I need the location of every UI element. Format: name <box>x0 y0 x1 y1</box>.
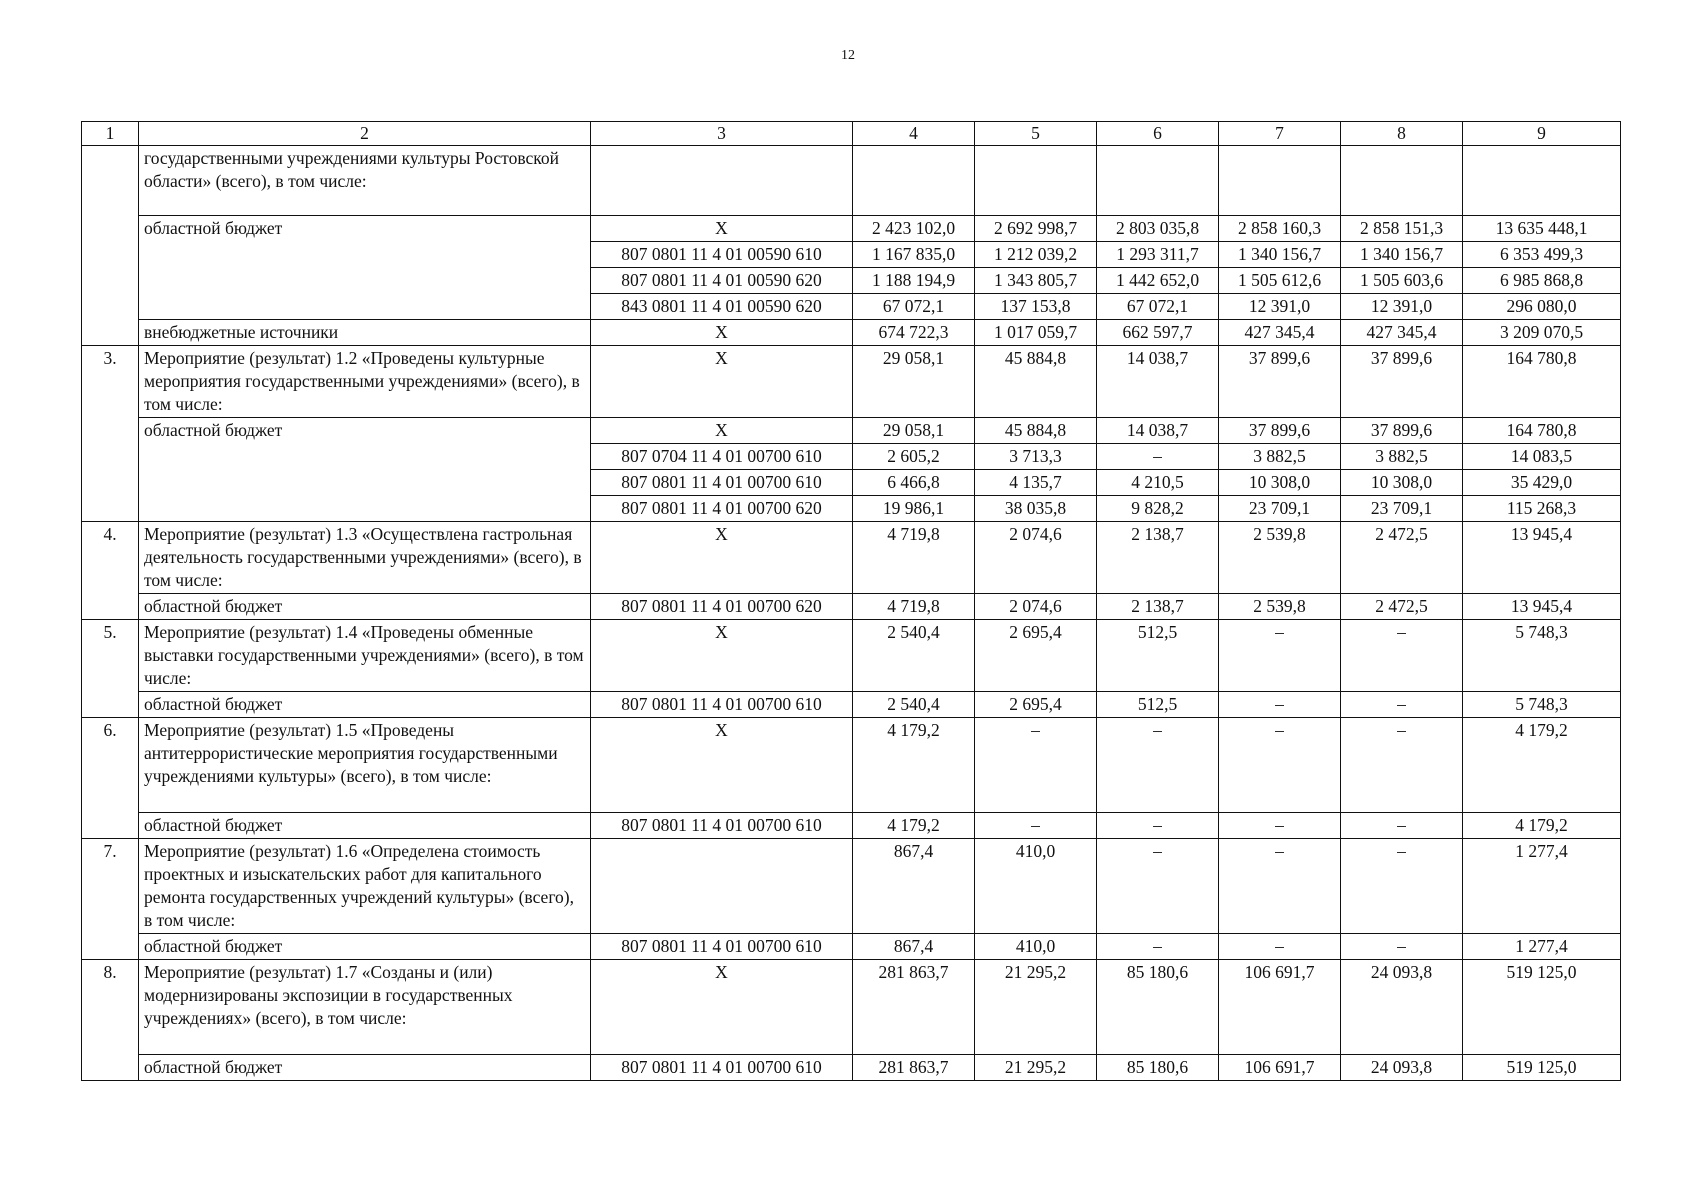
value-cell: 2 138,7 <box>1097 522 1219 594</box>
value-cell: 10 308,0 <box>1341 470 1463 496</box>
value-cell: – <box>1219 813 1341 839</box>
value-cell: 2 692 998,7 <box>975 216 1097 242</box>
value-cell: – <box>975 718 1097 813</box>
table-row <box>82 320 1621 346</box>
value-cell: 1 188 194,9 <box>853 268 975 294</box>
row-description: областной бюджет <box>139 813 591 839</box>
value-cell: 1 505 612,6 <box>1219 268 1341 294</box>
budget-code: Х <box>591 320 853 346</box>
value-cell: – <box>1341 620 1463 692</box>
value-cell: 21 295,2 <box>975 960 1097 1055</box>
value-cell: – <box>1219 718 1341 813</box>
value-cell: – <box>1219 839 1341 934</box>
value-cell: 2 605,2 <box>853 444 975 470</box>
value-cell: 410,0 <box>975 934 1097 960</box>
value-cell: 6 353 499,3 <box>1463 242 1621 268</box>
value-cell: – <box>1097 444 1219 470</box>
value-cell: 14 083,5 <box>1463 444 1621 470</box>
value-cell: 106 691,7 <box>1219 1055 1341 1081</box>
value-cell: – <box>1097 934 1219 960</box>
budget-code: 807 0801 11 4 01 00700 610 <box>591 1055 853 1081</box>
row-index: 6. <box>82 718 139 839</box>
value-cell <box>975 146 1097 216</box>
value-cell <box>1219 146 1341 216</box>
value-cell: 21 295,2 <box>975 1055 1097 1081</box>
value-cell: 2 472,5 <box>1341 594 1463 620</box>
row-index: 4. <box>82 522 139 620</box>
row-description: Мероприятие (результат) 1.2 «Проведены культурные мероприятия государственными учреждениями» (всего), в том числе: <box>139 346 591 418</box>
budget-code <box>591 146 853 216</box>
value-cell: 1 442 652,0 <box>1097 268 1219 294</box>
value-cell: 1 340 156,7 <box>1219 242 1341 268</box>
value-cell: – <box>1097 718 1219 813</box>
column-header: 9 <box>1463 122 1621 146</box>
value-cell: 5 748,3 <box>1463 692 1621 718</box>
row-description: областной бюджет <box>139 934 591 960</box>
value-cell <box>1341 146 1463 216</box>
value-cell: 85 180,6 <box>1097 960 1219 1055</box>
value-cell <box>1097 146 1219 216</box>
value-cell: – <box>1341 839 1463 934</box>
row-description: областной бюджет <box>139 692 591 718</box>
value-cell: 410,0 <box>975 839 1097 934</box>
column-header: 6 <box>1097 122 1219 146</box>
value-cell: 2 074,6 <box>975 522 1097 594</box>
column-header: 3 <box>591 122 853 146</box>
value-cell: 137 153,8 <box>975 294 1097 320</box>
value-cell: 164 780,8 <box>1463 346 1621 418</box>
table-row <box>82 620 1621 692</box>
table-row <box>82 813 1621 839</box>
column-header: 4 <box>853 122 975 146</box>
budget-code: 807 0801 11 4 01 00700 610 <box>591 470 853 496</box>
table-row <box>82 522 1621 594</box>
value-cell: 5 748,3 <box>1463 620 1621 692</box>
row-description: Мероприятие (результат) 1.7 «Созданы и (или) модернизированы экспозиции в государственных учреждениях» (всего), в том числе: <box>139 960 591 1055</box>
budget-code: Х <box>591 620 853 692</box>
value-cell: 35 429,0 <box>1463 470 1621 496</box>
table-row <box>82 418 1621 444</box>
value-cell: 512,5 <box>1097 692 1219 718</box>
budget-code: 807 0801 11 4 01 00700 610 <box>591 934 853 960</box>
value-cell: 12 391,0 <box>1219 294 1341 320</box>
value-cell: 67 072,1 <box>1097 294 1219 320</box>
value-cell: 281 863,7 <box>853 960 975 1055</box>
value-cell: 2 695,4 <box>975 692 1097 718</box>
budget-code: 807 0801 11 4 01 00700 620 <box>591 496 853 522</box>
value-cell: 37 899,6 <box>1341 346 1463 418</box>
row-index: 7. <box>82 839 139 960</box>
value-cell: 13 945,4 <box>1463 522 1621 594</box>
value-cell: 45 884,8 <box>975 418 1097 444</box>
value-cell: 2 423 102,0 <box>853 216 975 242</box>
value-cell: 29 058,1 <box>853 418 975 444</box>
value-cell: 29 058,1 <box>853 346 975 418</box>
row-description: Мероприятие (результат) 1.6 «Определена стоимость проектных и изыскательских работ для капитального ремонта государственных учреждений культуры» (всего), в том числе: <box>139 839 591 934</box>
row-index: 3. <box>82 346 139 522</box>
table-row <box>82 146 1621 216</box>
value-cell: 85 180,6 <box>1097 1055 1219 1081</box>
value-cell: 674 722,3 <box>853 320 975 346</box>
value-cell: 519 125,0 <box>1463 1055 1621 1081</box>
value-cell: 4 179,2 <box>1463 813 1621 839</box>
value-cell: 106 691,7 <box>1219 960 1341 1055</box>
value-cell: 38 035,8 <box>975 496 1097 522</box>
row-description: областной бюджет <box>139 216 591 320</box>
table-row <box>82 934 1621 960</box>
value-cell: 1 017 059,7 <box>975 320 1097 346</box>
column-header: 5 <box>975 122 1097 146</box>
value-cell: – <box>1341 813 1463 839</box>
value-cell: 6 985 868,8 <box>1463 268 1621 294</box>
row-description: Мероприятие (результат) 1.4 «Проведены обменные выставки государственными учреждениями» (всего), в том числе: <box>139 620 591 692</box>
value-cell: 2 540,4 <box>853 620 975 692</box>
value-cell: 4 179,2 <box>853 718 975 813</box>
value-cell: 10 308,0 <box>1219 470 1341 496</box>
value-cell: 37 899,6 <box>1219 418 1341 444</box>
row-description: областной бюджет <box>139 418 591 522</box>
value-cell: 519 125,0 <box>1463 960 1621 1055</box>
table-row <box>82 718 1621 813</box>
table-row <box>82 1055 1621 1081</box>
value-cell: 3 882,5 <box>1219 444 1341 470</box>
value-cell: 4 179,2 <box>1463 718 1621 813</box>
budget-code: Х <box>591 216 853 242</box>
value-cell: 2 539,8 <box>1219 522 1341 594</box>
value-cell: 6 466,8 <box>853 470 975 496</box>
row-index: 8. <box>82 960 139 1081</box>
value-cell <box>853 146 975 216</box>
value-cell: 1 293 311,7 <box>1097 242 1219 268</box>
budget-code: 807 0801 11 4 01 00700 610 <box>591 692 853 718</box>
value-cell: – <box>1341 692 1463 718</box>
page-number: 12 <box>841 48 855 63</box>
value-cell: 24 093,8 <box>1341 960 1463 1055</box>
row-description: областной бюджет <box>139 1055 591 1081</box>
value-cell: 2 858 151,3 <box>1341 216 1463 242</box>
value-cell: – <box>1097 839 1219 934</box>
budget-code: 807 0801 11 4 01 00590 620 <box>591 268 853 294</box>
table-row <box>82 346 1621 418</box>
value-cell: 2 138,7 <box>1097 594 1219 620</box>
value-cell: 4 135,7 <box>975 470 1097 496</box>
value-cell: 4 179,2 <box>853 813 975 839</box>
table-row <box>82 839 1621 934</box>
column-header: 8 <box>1341 122 1463 146</box>
value-cell: – <box>1341 718 1463 813</box>
value-cell: 67 072,1 <box>853 294 975 320</box>
budget-code: Х <box>591 418 853 444</box>
value-cell: 4 210,5 <box>1097 470 1219 496</box>
row-index: 5. <box>82 620 139 718</box>
table-row <box>82 960 1621 1055</box>
value-cell: 296 080,0 <box>1463 294 1621 320</box>
value-cell: 19 986,1 <box>853 496 975 522</box>
value-cell: 24 093,8 <box>1341 1055 1463 1081</box>
column-number-row <box>82 122 1621 146</box>
budget-code: Х <box>591 960 853 1055</box>
value-cell: 13 635 448,1 <box>1463 216 1621 242</box>
value-cell: 1 212 039,2 <box>975 242 1097 268</box>
table-row <box>82 216 1621 242</box>
table-row <box>82 594 1621 620</box>
row-description: внебюджетные источники <box>139 320 591 346</box>
budget-code: 807 0801 11 4 01 00700 610 <box>591 813 853 839</box>
value-cell: – <box>975 813 1097 839</box>
value-cell: – <box>1219 692 1341 718</box>
value-cell: 37 899,6 <box>1219 346 1341 418</box>
row-index <box>82 146 139 346</box>
value-cell: – <box>1219 934 1341 960</box>
budget-code: 843 0801 11 4 01 00590 620 <box>591 294 853 320</box>
value-cell: 3 713,3 <box>975 444 1097 470</box>
value-cell: 2 803 035,8 <box>1097 216 1219 242</box>
value-cell: 2 472,5 <box>1341 522 1463 594</box>
row-description: Мероприятие (результат) 1.5 «Проведены антитеррористические мероприятия государственными учреждениями культуры» (всего), в том числе: <box>139 718 591 813</box>
budget-code: Х <box>591 718 853 813</box>
value-cell: 2 074,6 <box>975 594 1097 620</box>
value-cell: 3 209 070,5 <box>1463 320 1621 346</box>
value-cell: 867,4 <box>853 934 975 960</box>
value-cell: 115 268,3 <box>1463 496 1621 522</box>
budget-table <box>81 121 1621 1081</box>
value-cell: – <box>1341 934 1463 960</box>
value-cell: 14 038,7 <box>1097 418 1219 444</box>
value-cell: 4 719,8 <box>853 594 975 620</box>
value-cell: 13 945,4 <box>1463 594 1621 620</box>
value-cell: – <box>1219 620 1341 692</box>
value-cell: 23 709,1 <box>1341 496 1463 522</box>
value-cell: 2 695,4 <box>975 620 1097 692</box>
value-cell: 4 719,8 <box>853 522 975 594</box>
budget-code: Х <box>591 522 853 594</box>
value-cell: 164 780,8 <box>1463 418 1621 444</box>
value-cell: 3 882,5 <box>1341 444 1463 470</box>
value-cell: 2 858 160,3 <box>1219 216 1341 242</box>
row-description: государственными учреждениями культуры Ростовской области» (всего), в том числе: <box>139 146 591 216</box>
budget-code: 807 0801 11 4 01 00700 620 <box>591 594 853 620</box>
value-cell: 427 345,4 <box>1341 320 1463 346</box>
column-header: 7 <box>1219 122 1341 146</box>
value-cell: 427 345,4 <box>1219 320 1341 346</box>
value-cell: – <box>1097 813 1219 839</box>
value-cell: 1 277,4 <box>1463 839 1621 934</box>
value-cell: 867,4 <box>853 839 975 934</box>
budget-code: 807 0801 11 4 01 00590 610 <box>591 242 853 268</box>
value-cell: 662 597,7 <box>1097 320 1219 346</box>
value-cell: 23 709,1 <box>1219 496 1341 522</box>
value-cell: 9 828,2 <box>1097 496 1219 522</box>
value-cell: 2 539,8 <box>1219 594 1341 620</box>
budget-code: 807 0704 11 4 01 00700 610 <box>591 444 853 470</box>
value-cell <box>1463 146 1621 216</box>
value-cell: 14 038,7 <box>1097 346 1219 418</box>
value-cell: 2 540,4 <box>853 692 975 718</box>
row-description: Мероприятие (результат) 1.3 «Осуществлена гастрольная деятельность государственными учреждениями» (всего), в том числе: <box>139 522 591 594</box>
value-cell: 12 391,0 <box>1341 294 1463 320</box>
value-cell: 512,5 <box>1097 620 1219 692</box>
budget-code <box>591 839 853 934</box>
value-cell: 1 277,4 <box>1463 934 1621 960</box>
column-header: 1 <box>82 122 139 146</box>
row-description: областной бюджет <box>139 594 591 620</box>
column-header: 2 <box>139 122 591 146</box>
value-cell: 37 899,6 <box>1341 418 1463 444</box>
value-cell: 281 863,7 <box>853 1055 975 1081</box>
table-row <box>82 692 1621 718</box>
value-cell: 1 343 805,7 <box>975 268 1097 294</box>
table-body <box>82 122 1621 1081</box>
value-cell: 45 884,8 <box>975 346 1097 418</box>
value-cell: 1 505 603,6 <box>1341 268 1463 294</box>
budget-code: Х <box>591 346 853 418</box>
value-cell: 1 340 156,7 <box>1341 242 1463 268</box>
value-cell: 1 167 835,0 <box>853 242 975 268</box>
